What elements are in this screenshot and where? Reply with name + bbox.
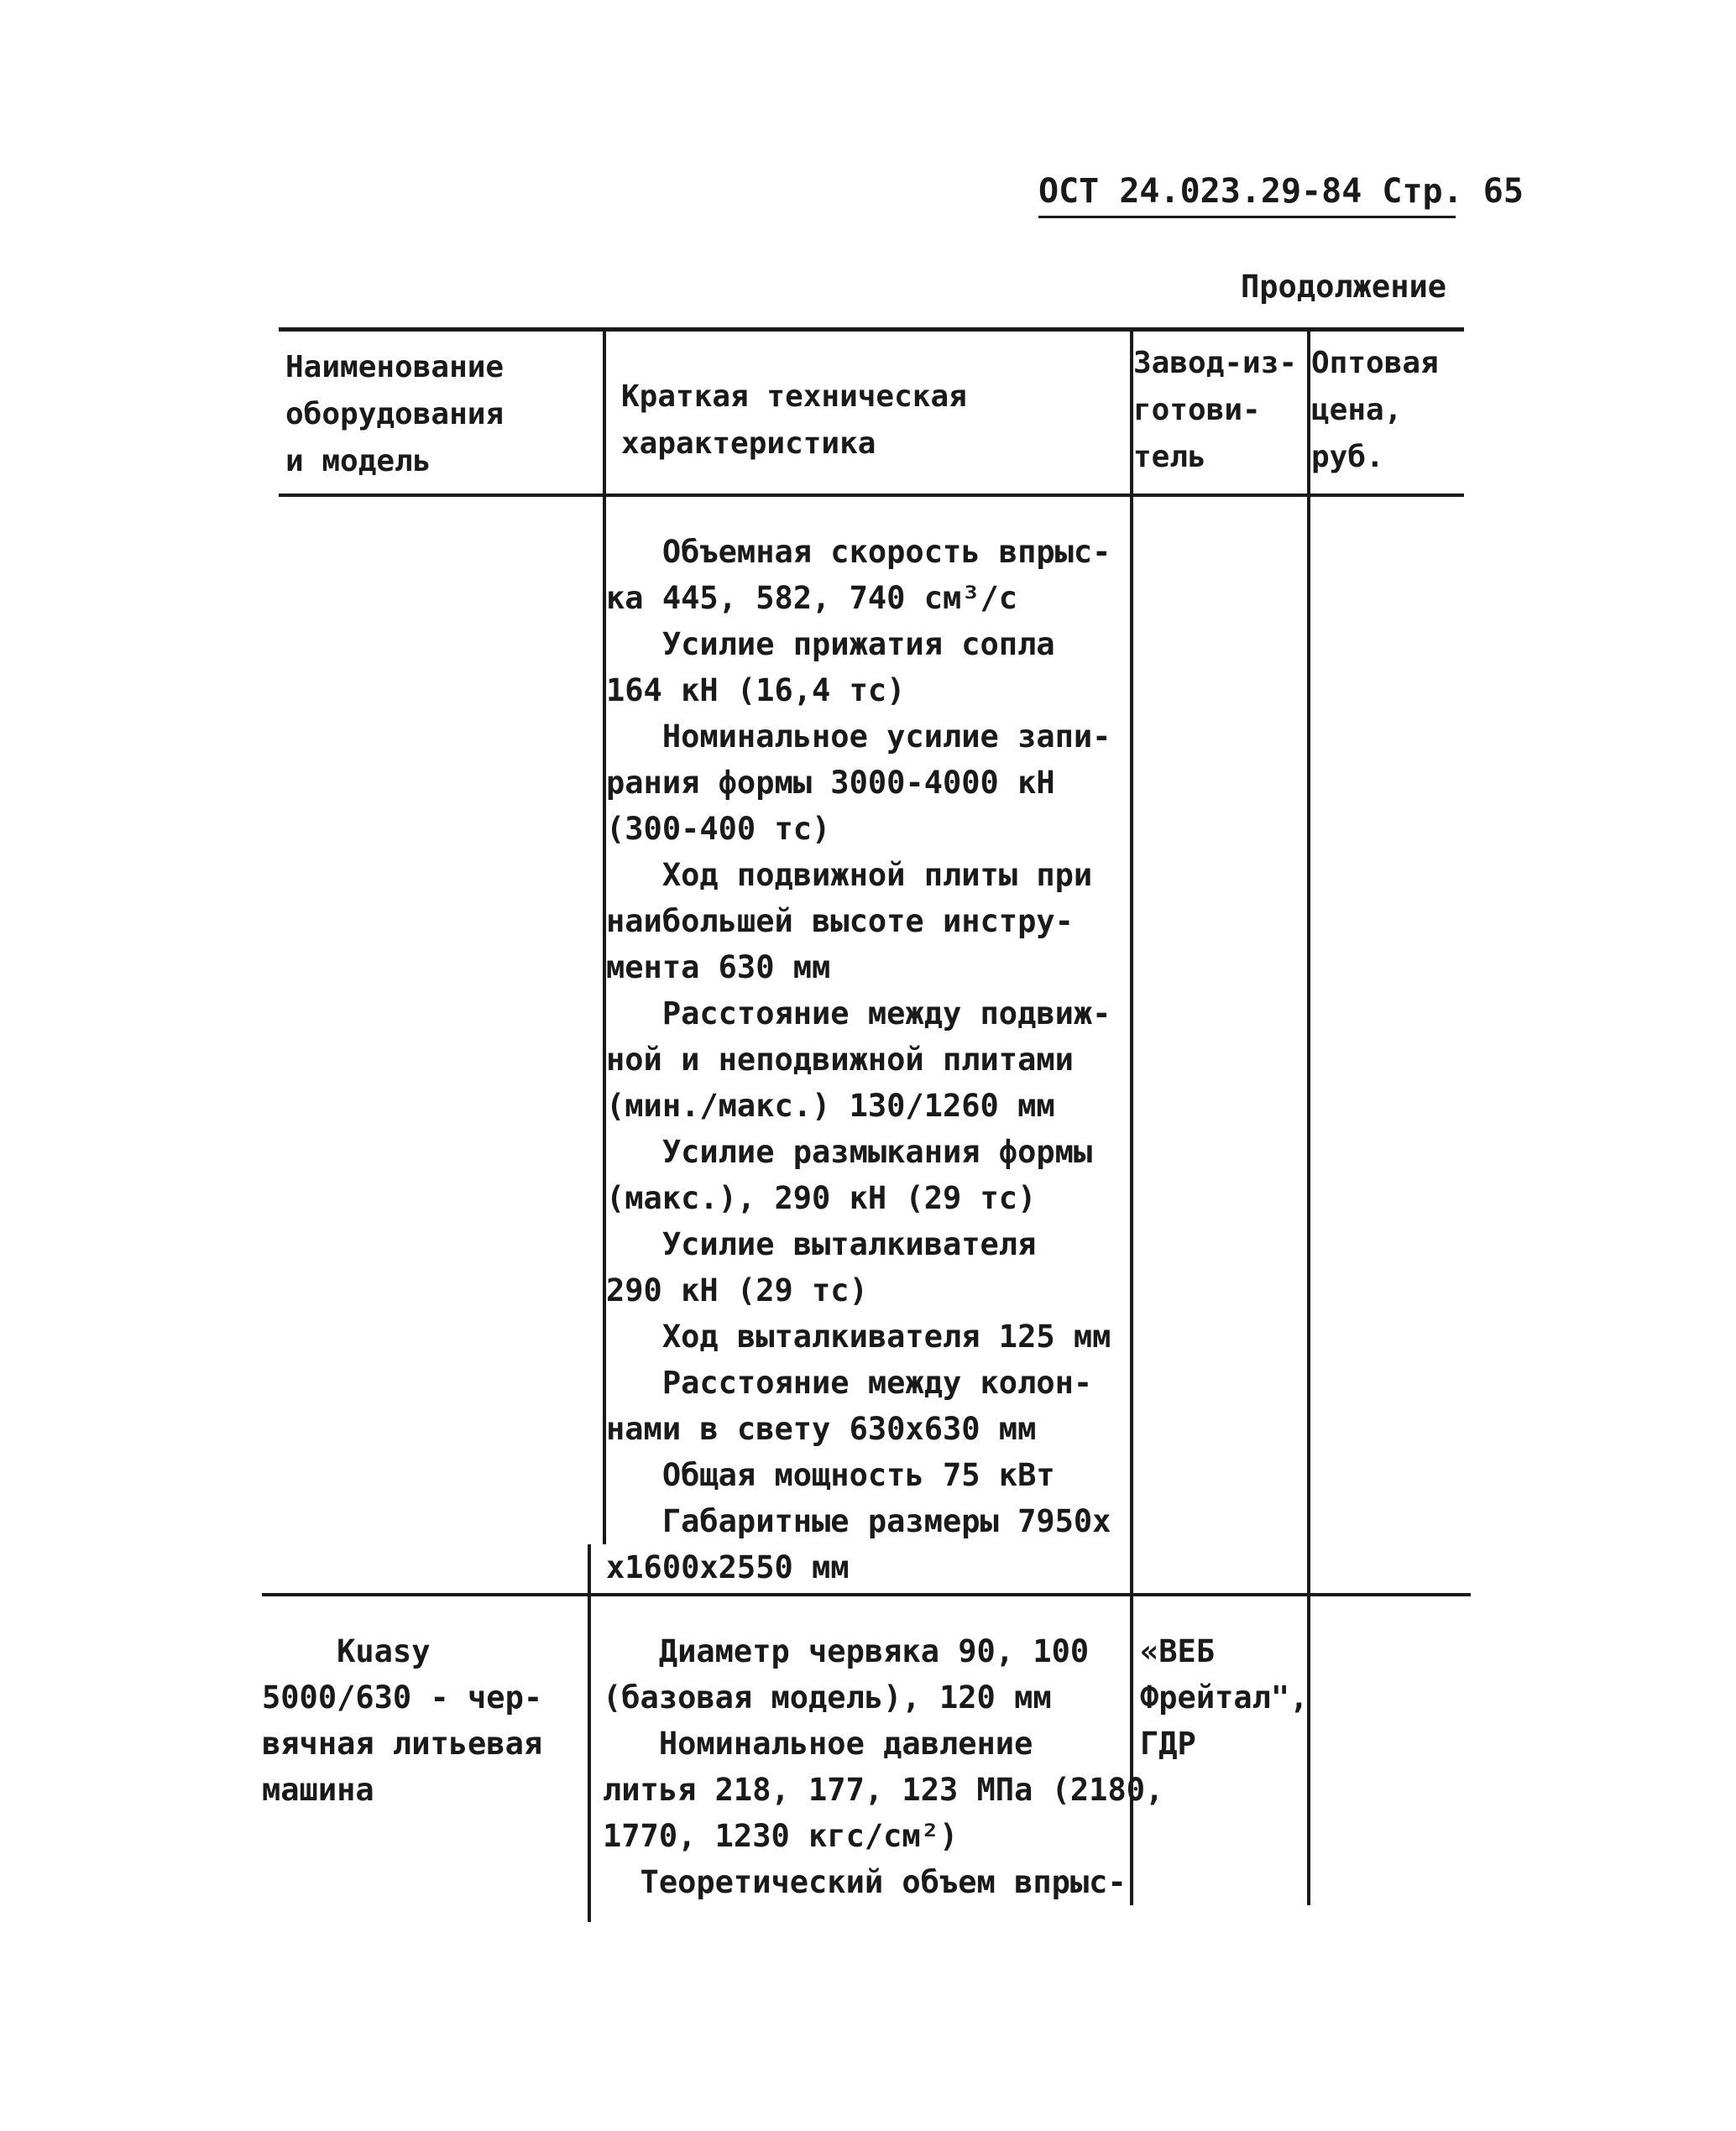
row-2-manufacturer: «ВЕБ Фрейтал", ГДР: [1140, 1633, 1309, 1762]
row-divider: [262, 1593, 1471, 1596]
document-reference: ОСТ 24.023.29-84 Стр. 65: [1038, 172, 1524, 211]
column-divider-1-lower: [588, 1544, 591, 1922]
column-header-characteristics: Краткая техническая характеристика: [621, 379, 967, 461]
column-header-manufacturer: Завод-из- готови- тель: [1133, 346, 1298, 474]
row-2-name: Kuasy 5000/630 - чер- вячная литьевая машина: [262, 1633, 543, 1808]
table-top-border: [279, 327, 1464, 332]
header-bottom-border: [279, 494, 1464, 497]
column-header-price: Оптовая цена, руб.: [1311, 346, 1439, 474]
column-header-name: Наименование оборудования и модель: [285, 350, 505, 478]
row-1-characteristics: Объемная скорость впрыс- ка 445, 582, 740 см³/с Усилие прижатия сопла 164 кН (16,4 тс) Номинальное усилие запи- рания формы 3000-4000 кН (300-400 тс) Ход подвижной плиты при наибольшей высоте инстру- мента 630 мм Расстояние между подвиж- ной и неподвижной плитами (мин./макс.) 130/1260 мм Усилие размыкания формы (макс.), 290 кН (29 тс) Усилие выталкивателя 290 кН (29 тс) Ход выталкивателя 125 мм Расстояние между колон- нами в свету 630x630 мм Общая мощность 75 кВт Габаритные размеры 7950х х1600х2550 мм: [606, 534, 1111, 1585]
row-2-characteristics: Диаметр червяка 90, 100 (базовая модель), 120 мм Номинальное давление литья 218, 177, 123 МПа (2180, 1770, 1230 кгс/см²) Теоретический объем впрыс-: [603, 1633, 1164, 1900]
reference-underline: [1038, 216, 1456, 218]
continuation-label: Продолжение: [1241, 269, 1447, 305]
